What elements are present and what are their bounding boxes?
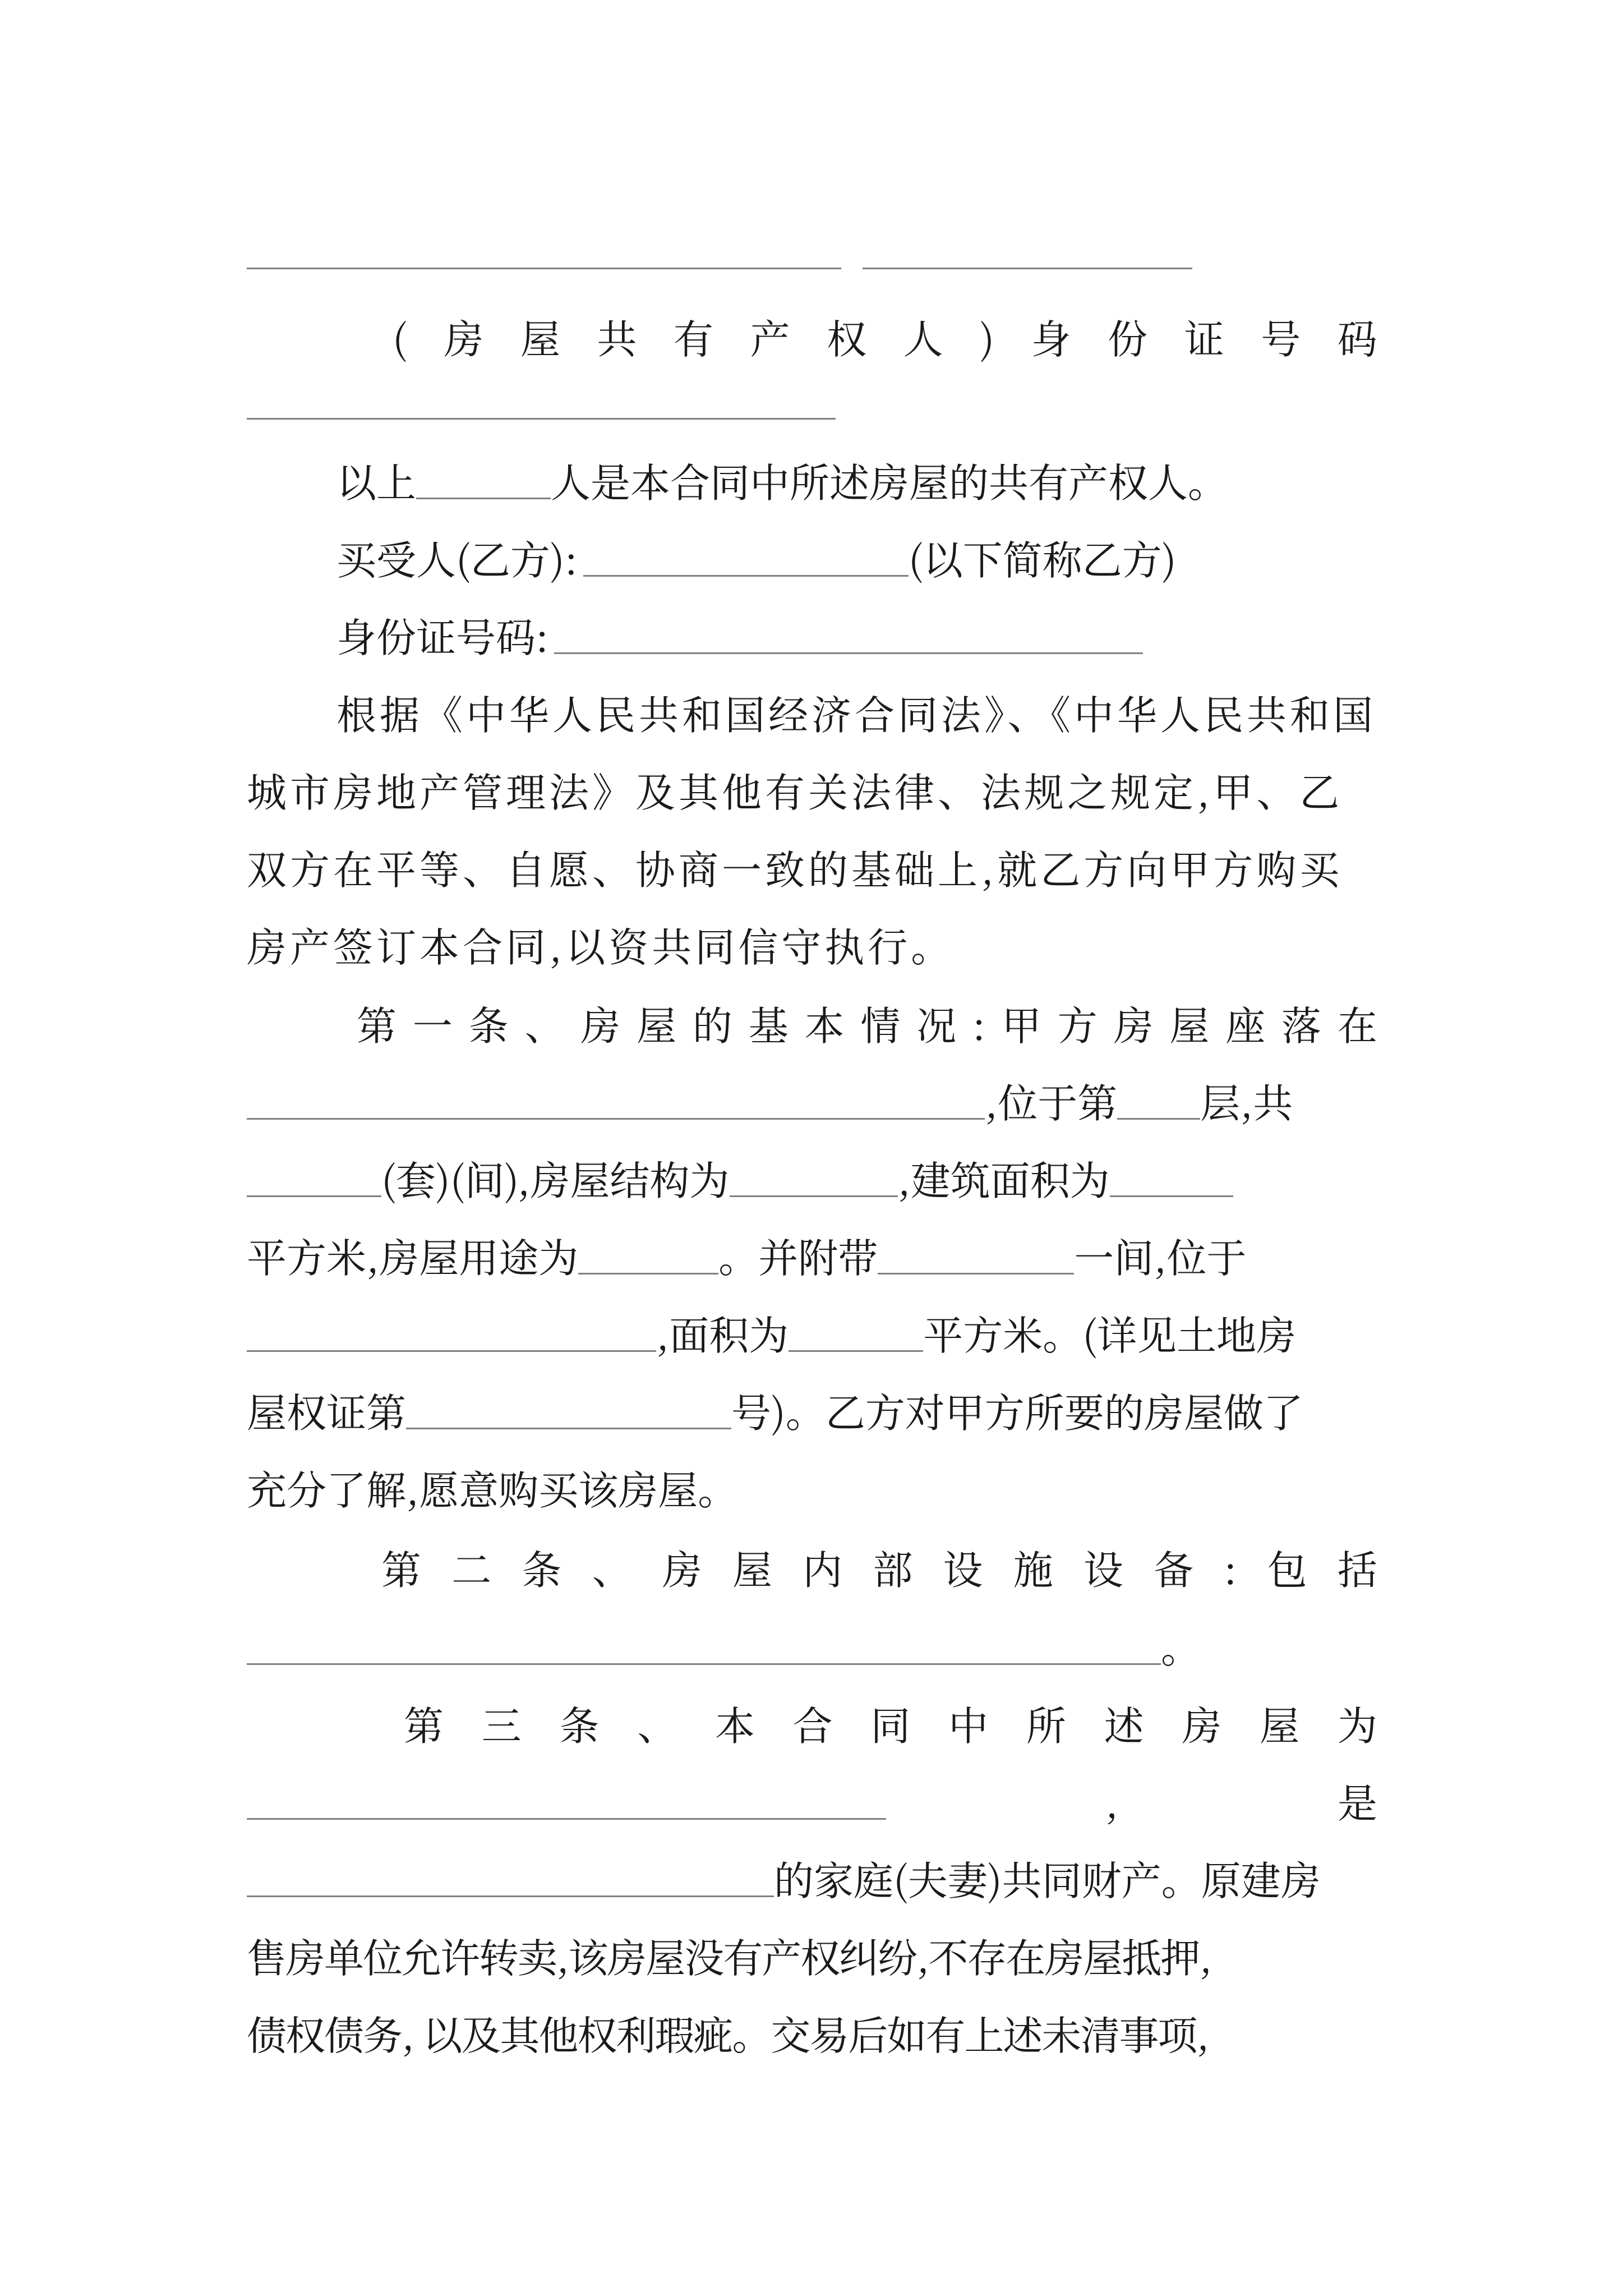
a2_title-char: 设 xyxy=(943,1539,983,1596)
l2-char: 号 xyxy=(1261,308,1301,365)
text-segment: 充分了解,愿意购买该房屋。 xyxy=(247,1459,738,1516)
a3_title-char: 屋 xyxy=(1260,1695,1300,1752)
a1_title-char: 座 xyxy=(1225,995,1266,1052)
preamble-line-1 xyxy=(336,663,1377,741)
a1_title-char: 条 xyxy=(468,995,509,1052)
text-segment: 平方米,房屋用途为 xyxy=(247,1227,579,1284)
text-segment: 双方在平等、自愿、协商一致的基础上,就乙方向甲方购买 xyxy=(247,839,1343,896)
a1_title-char: 方 xyxy=(1057,995,1098,1052)
text-segment: 人是本合同中所述房屋的共有产权人。 xyxy=(551,452,1228,509)
a2_title-char: 包 xyxy=(1267,1539,1307,1596)
l2-char: 证 xyxy=(1184,308,1224,365)
text-segment: ,建筑面积为 xyxy=(897,1149,1110,1207)
a3_title-char: 三 xyxy=(481,1695,522,1752)
a1_title-char: 本 xyxy=(804,995,845,1052)
blank-property-type xyxy=(247,1818,886,1820)
text-segment: , xyxy=(1105,1772,1119,1829)
text-segment: 。 xyxy=(1161,1617,1201,1674)
text-segment: 根据《中华人民共和国经济合同法》、《中华人民共和国 xyxy=(336,684,1377,741)
text-segment: 是 xyxy=(1337,1772,1377,1829)
text-segment: 屋权证第 xyxy=(247,1382,407,1439)
text-segment: 城市房地产管理法》及其他有关法律、法规之规定,甲、乙 xyxy=(247,761,1343,818)
a3_title-char: 本 xyxy=(714,1695,755,1752)
l2-char: 有 xyxy=(674,308,714,365)
blank-owner-name xyxy=(247,268,841,269)
l2-char: 码 xyxy=(1337,308,1377,365)
a1_title-char: 落 xyxy=(1281,995,1322,1052)
blank-buyer-id xyxy=(554,652,1143,654)
l2-char: 身 xyxy=(1031,308,1071,365)
article-1-line-4 xyxy=(247,1206,1377,1284)
l2-char: 份 xyxy=(1108,308,1148,365)
a3_title-char: 房 xyxy=(1182,1695,1222,1752)
text-segment: 买受人(乙方): xyxy=(336,529,578,586)
a1_title-char: : xyxy=(972,995,986,1052)
blank-co-owner-id xyxy=(247,418,836,420)
a3_title-char: 、 xyxy=(637,1695,677,1752)
text-segment: 债权债务, 以及其他权利瑕疵。交易后如有上述未清事项, xyxy=(247,2004,1209,2062)
a2_title-char: 二 xyxy=(451,1539,492,1596)
a1_title-char: 屋 xyxy=(1169,995,1210,1052)
l2-char: 人 xyxy=(903,308,943,365)
a3_title-char: 为 xyxy=(1337,1695,1377,1752)
a2_title-char: : xyxy=(1224,1539,1237,1596)
article-1-line-6 xyxy=(247,1361,1377,1439)
l2-char: 屋 xyxy=(520,308,560,365)
a2_title-char: 设 xyxy=(1083,1539,1123,1596)
article-2-line-2 xyxy=(247,1596,1377,1674)
article-3-line-4 xyxy=(247,1906,1377,1984)
a2_title-char: 内 xyxy=(803,1539,843,1596)
a2_title-char: 第 xyxy=(381,1539,422,1596)
blank-units xyxy=(247,1195,381,1197)
a1_title-char: 屋 xyxy=(637,995,677,1052)
l2-char: ( xyxy=(393,308,407,365)
article-3-line-3 xyxy=(247,1829,1377,1907)
article-1-line-3 xyxy=(247,1129,1377,1207)
blank-owner-extra xyxy=(863,268,1192,269)
text-segment: (套)(间),房屋结构为 xyxy=(381,1149,730,1207)
l2-char: 共 xyxy=(597,308,637,365)
a3_title-char: 条 xyxy=(559,1695,600,1752)
a1_title-char: 甲 xyxy=(1001,995,1041,1052)
a3_title-char: 同 xyxy=(870,1695,911,1752)
blank-floor xyxy=(1117,1118,1200,1120)
blank-structure xyxy=(730,1195,898,1197)
article-3-heading xyxy=(404,1674,1377,1752)
a2_title-char: 部 xyxy=(873,1539,913,1596)
article-1-heading xyxy=(357,974,1377,1052)
buyer-id-line xyxy=(336,586,1467,664)
l2-char: 权 xyxy=(827,308,867,365)
l2-char: 房 xyxy=(444,308,484,365)
article-3-line-2 xyxy=(247,1751,1377,1829)
blank-line-row-3 xyxy=(247,351,1377,421)
buyer-line xyxy=(336,508,1467,586)
a1_title-char: 、 xyxy=(524,995,565,1052)
a2_title-char: 屋 xyxy=(732,1539,772,1596)
a2_title-char: 房 xyxy=(662,1539,702,1596)
preamble-line-3 xyxy=(247,818,1377,896)
article-1-line-2 xyxy=(247,1051,1377,1129)
text-segment: 身份证号码: xyxy=(336,606,549,664)
blank-facilities xyxy=(247,1663,1161,1665)
a2_title-char: 条 xyxy=(522,1539,562,1596)
a1_title-char: 一 xyxy=(412,995,453,1052)
a1_title-char: 房 xyxy=(580,995,621,1052)
a1_title-char: 况 xyxy=(916,995,957,1052)
preamble-line-2 xyxy=(247,740,1377,818)
a3_title-char: 所 xyxy=(1026,1695,1066,1752)
blank-attached-location xyxy=(247,1350,656,1352)
a1_title-char: 第 xyxy=(357,995,397,1052)
a3_title-char: 第 xyxy=(404,1695,444,1752)
text-segment: (以下简称乙方) xyxy=(908,529,1177,586)
co-owner-id-heading xyxy=(393,287,1377,365)
a2_title-char: 备 xyxy=(1154,1539,1194,1596)
a1_title-char: 在 xyxy=(1337,995,1377,1052)
blank-attached-area xyxy=(789,1350,923,1352)
text-segment: 售房单位允许转卖,该房屋没有产权纠纷,不存在房屋抵押, xyxy=(247,1927,1211,1984)
blank-owner-count xyxy=(416,498,551,499)
a1_title-char: 的 xyxy=(692,995,732,1052)
article-1-line-7 xyxy=(247,1438,1377,1516)
text-segment: 房产签订本合同,以资共同信守执行。 xyxy=(247,916,955,973)
text-segment: ,位于第 xyxy=(985,1072,1118,1129)
blank-line-row-1 xyxy=(247,201,1377,270)
text-segment: 。并附带 xyxy=(718,1227,878,1284)
text-segment: 的家庭(夫妻)共同财产。原建房 xyxy=(774,1849,1321,1907)
blank-buyer-name xyxy=(583,575,909,577)
text-segment: 一间,位于 xyxy=(1074,1227,1247,1284)
blank-attached-room xyxy=(878,1273,1074,1274)
a1_title-char: 情 xyxy=(860,995,901,1052)
article-2-heading xyxy=(381,1518,1377,1596)
blank-certificate-number xyxy=(406,1428,731,1429)
a1_title-char: 房 xyxy=(1113,995,1154,1052)
co-owner-count-line xyxy=(336,431,1467,509)
blank-owner-family xyxy=(247,1895,774,1897)
text-segment: 平方米。(详见土地房 xyxy=(923,1304,1297,1361)
blank-house-location xyxy=(247,1118,985,1120)
a2_title-char: 施 xyxy=(1013,1539,1053,1596)
text-segment: 层,共 xyxy=(1200,1072,1293,1129)
a3_title-char: 述 xyxy=(1104,1695,1144,1752)
blank-building-area xyxy=(1110,1195,1233,1197)
text-segment: ,面积为 xyxy=(656,1304,789,1361)
a3_title-char: 合 xyxy=(792,1695,833,1752)
article-1-line-5 xyxy=(247,1283,1377,1361)
text-segment: 以上 xyxy=(336,452,417,509)
blank-house-usage xyxy=(578,1273,718,1274)
a3_title-char: 中 xyxy=(948,1695,989,1752)
preamble-line-4 xyxy=(247,895,1377,973)
article-3-line-5 xyxy=(247,1984,1377,2062)
a2_title-char: 括 xyxy=(1337,1539,1377,1596)
text-segment: 号)。乙方对甲方所要的房屋做了 xyxy=(731,1382,1303,1439)
l2-char: ) xyxy=(980,308,995,365)
a2_title-char: 、 xyxy=(592,1539,632,1596)
l2-char: 产 xyxy=(750,308,790,365)
a1_title-char: 基 xyxy=(748,995,789,1052)
